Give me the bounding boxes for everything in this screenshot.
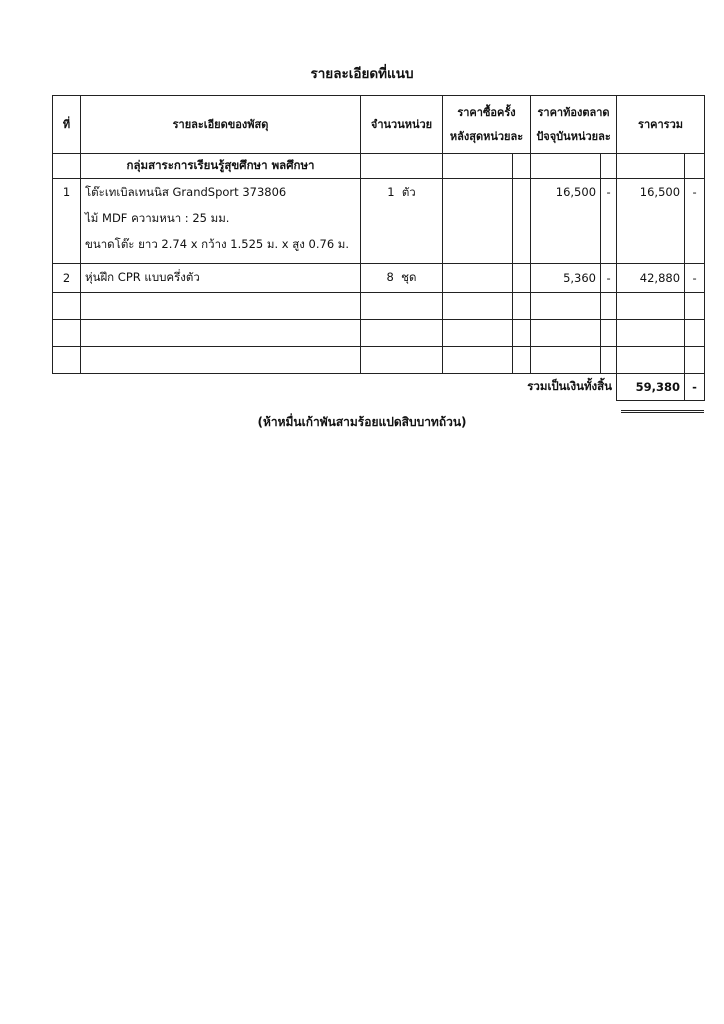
grand-total-row <box>53 374 705 401</box>
amount-in-words: (ห้าหมื่นเก้าพันสามร้อยแปดสิบบาทถ้วน) <box>257 415 467 429</box>
item-desc-line: โต๊ะเทเบิลเทนนิส GrandSport 373806 <box>85 185 287 199</box>
empty-row <box>53 293 705 320</box>
item-quantity-value: 8 <box>386 270 394 284</box>
header-market-price <box>531 96 617 154</box>
item-total-satang: - <box>685 264 705 293</box>
items-table <box>52 95 705 401</box>
header-row <box>53 96 705 154</box>
item-no: 1 <box>53 179 81 264</box>
group-title: กลุ่มสาระการเรียนรู้สุขศึกษา พลศึกษา <box>81 154 361 179</box>
item-total: 42,880 <box>617 264 685 293</box>
item-no: 2 <box>53 264 81 293</box>
table-row <box>53 179 705 264</box>
header-last-price-line1: ราคาซื้อครั้ง <box>457 105 516 119</box>
item-desc-line: ขนาดโต๊ะ ยาว 2.74 x กว้าง 1.525 ม. x สูง 0.76 ม. <box>85 237 350 251</box>
grand-total-label: รวมเป็นเงินทั้งสิ้น <box>527 379 613 394</box>
header-quantity: จำนวนหน่วย <box>361 96 443 154</box>
header-total: ราคารวม <box>617 96 705 154</box>
empty-row <box>53 320 705 347</box>
empty-row <box>53 347 705 374</box>
item-description <box>81 179 361 264</box>
document-title: รายละเอียดที่แนบ <box>310 66 414 82</box>
item-desc-line: ไม้ MDF ความหนา : 25 มม. <box>85 211 230 225</box>
item-market-price-satang: - <box>601 179 617 264</box>
item-unit: ตัว <box>401 185 416 199</box>
header-last-price <box>443 96 531 154</box>
header-market-price-line1: ราคาท้องตลาด <box>537 105 610 119</box>
table-row <box>53 264 705 293</box>
grand-total-value: 59,380 <box>617 374 685 401</box>
item-market-price: 16,500 <box>531 179 601 264</box>
header-market-price-line2: ปัจจุบันหน่วยละ <box>536 129 611 143</box>
item-market-price-satang: - <box>601 264 617 293</box>
item-quantity <box>361 264 443 293</box>
grand-total-satang: - <box>685 374 705 401</box>
item-description: หุ่นฝึก CPR แบบครึ่งตัว <box>81 264 361 293</box>
item-unit: ชุด <box>401 270 417 284</box>
header-last-price-line2: หลังสุดหน่วยละ <box>449 129 524 143</box>
item-quantity <box>361 179 443 264</box>
item-total-satang: - <box>685 179 705 264</box>
item-total: 16,500 <box>617 179 685 264</box>
header-description: รายละเอียดของพัสดุ <box>81 96 361 154</box>
group-row <box>53 154 705 179</box>
item-quantity-value: 1 <box>387 185 395 199</box>
item-market-price: 5,360 <box>531 264 601 293</box>
header-no: ที่ <box>53 96 81 154</box>
